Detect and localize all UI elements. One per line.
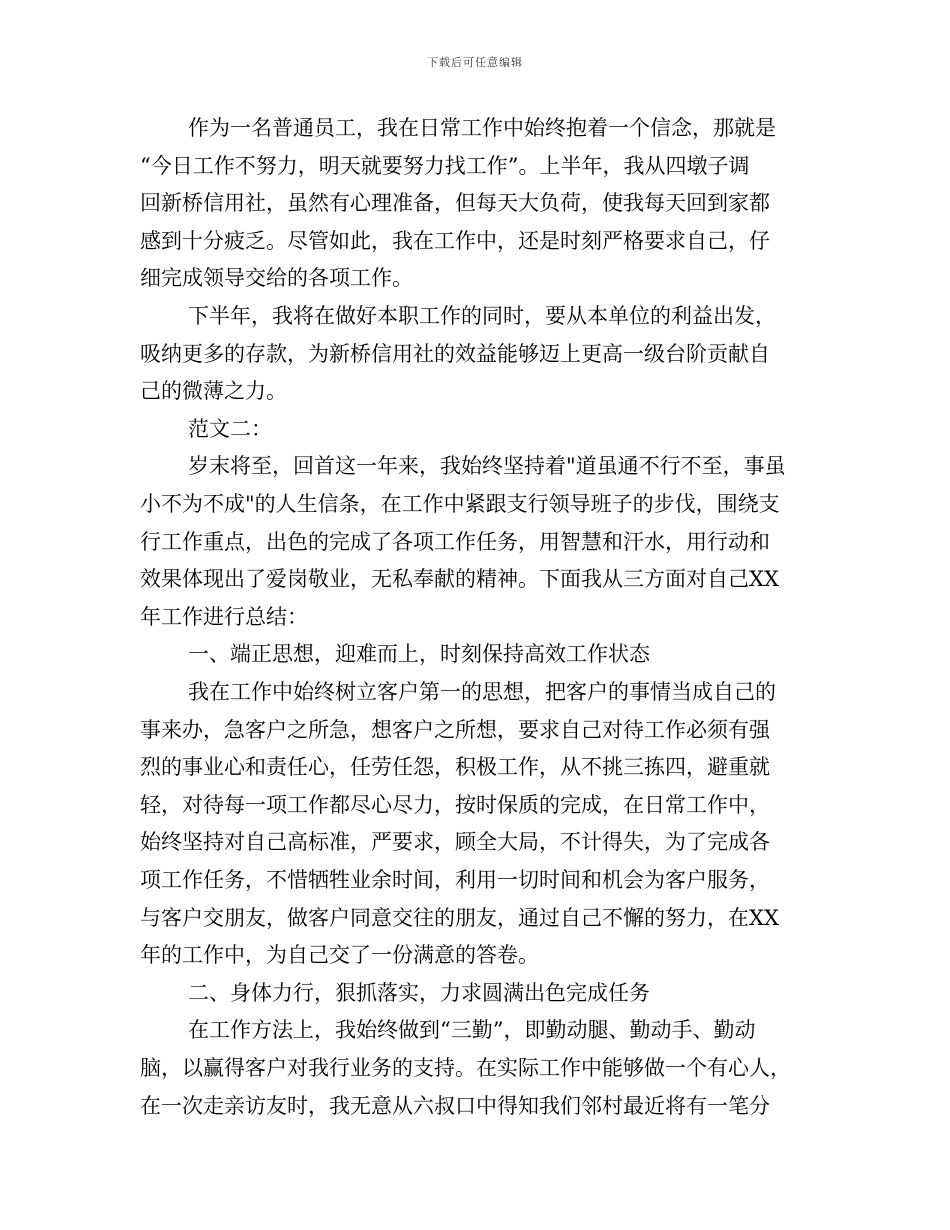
text-line: 一、端正思想，迎难而上，时刻保持高效工作状态 (188, 642, 650, 667)
text-line: 项工作任务，不惜牺牲业余时间，利用一切时间和机会为客户服务， (140, 868, 770, 892)
text-line: 脑，以赢得客户对我行业务的支持。在实际工作中能够做一个有心人， (140, 1056, 791, 1080)
text-line: 在一次走亲访友时，我无意从六叔口中得知我们邻村最近将有一笔分 (140, 1093, 770, 1118)
text-line: 与客户交朋友，做客户同意交往的朋友，通过自己不懈的努力，在XX (140, 905, 779, 930)
text-line: 细完成领导交给的各项工作。 (140, 266, 413, 291)
text-line: 年的工作中，为自己交了一份满意的答卷。 (140, 943, 539, 968)
text-line: “今日工作不努力，明天就要努力找工作”。上半年，我从四墩子调 (140, 153, 750, 178)
text-line: 感到十分疲乏。尽管如此，我在工作中，还是时刻严格要求自己，仔 (140, 228, 770, 253)
text-line: 效果体现出了爱岗敬业，无私奉献的精神。下面我从三方面对自己XX (140, 567, 779, 592)
text-line: 范文二： (188, 416, 272, 441)
text-line: 轻，对待每一项工作都尽心尽力，按时保质的完成，在日常工作中， (140, 792, 770, 817)
text-line: 小不为不成"的人生信条，在工作中紧跟支行领导班子的步伐，围绕支 (140, 492, 780, 516)
text-line: 岁末将至，回首这一年来，我始终坚持着"道虽通不行不至，事虽 (188, 454, 786, 479)
text-line: 二、身体力行，狠抓落实，力求圆满出色完成任务 (188, 980, 650, 1005)
text-line: 我在工作中始终树立客户第一的思想，把客户的事情当成自己的 (188, 680, 776, 704)
text-line: 烈的事业心和责任心，任劳任怨，积极工作，从不挑三拣四，避重就 (140, 755, 770, 780)
text-line: 作为一名普通员工，我在日常工作中始终抱着一个信念，那就是 (188, 116, 776, 140)
text-line: 年工作进行总结： (140, 604, 308, 629)
text-line: 事来办，急客户之所急，想客户之所想，要求自己对待工作必须有强 (140, 717, 770, 742)
text-line: 己的微薄之力。 (140, 379, 287, 404)
header-note: 下载后可任意编辑 (427, 56, 523, 69)
text-line: 行工作重点，出色的完成了各项工作任务，用智慧和汗水，用行动和 (140, 529, 770, 554)
text-line: 回新桥信用社，虽然有心理准备，但每天大负荷，使我每天回到家都 (140, 191, 770, 216)
text-line: 始终坚持对自己高标准，严要求，顾全大局，不计得失，为了完成各 (140, 830, 770, 855)
text-line: 吸纳更多的存款，为新桥信用社的效益能够迈上更高一级台阶贡献自 (140, 341, 770, 366)
text-line: 下半年，我将在做好本职工作的同时，要从本单位的利益出发， (188, 304, 776, 328)
text-line: 在工作方法上，我始终做到“三勤”，即勤动腿、勤动手、勤动 (188, 1018, 756, 1043)
